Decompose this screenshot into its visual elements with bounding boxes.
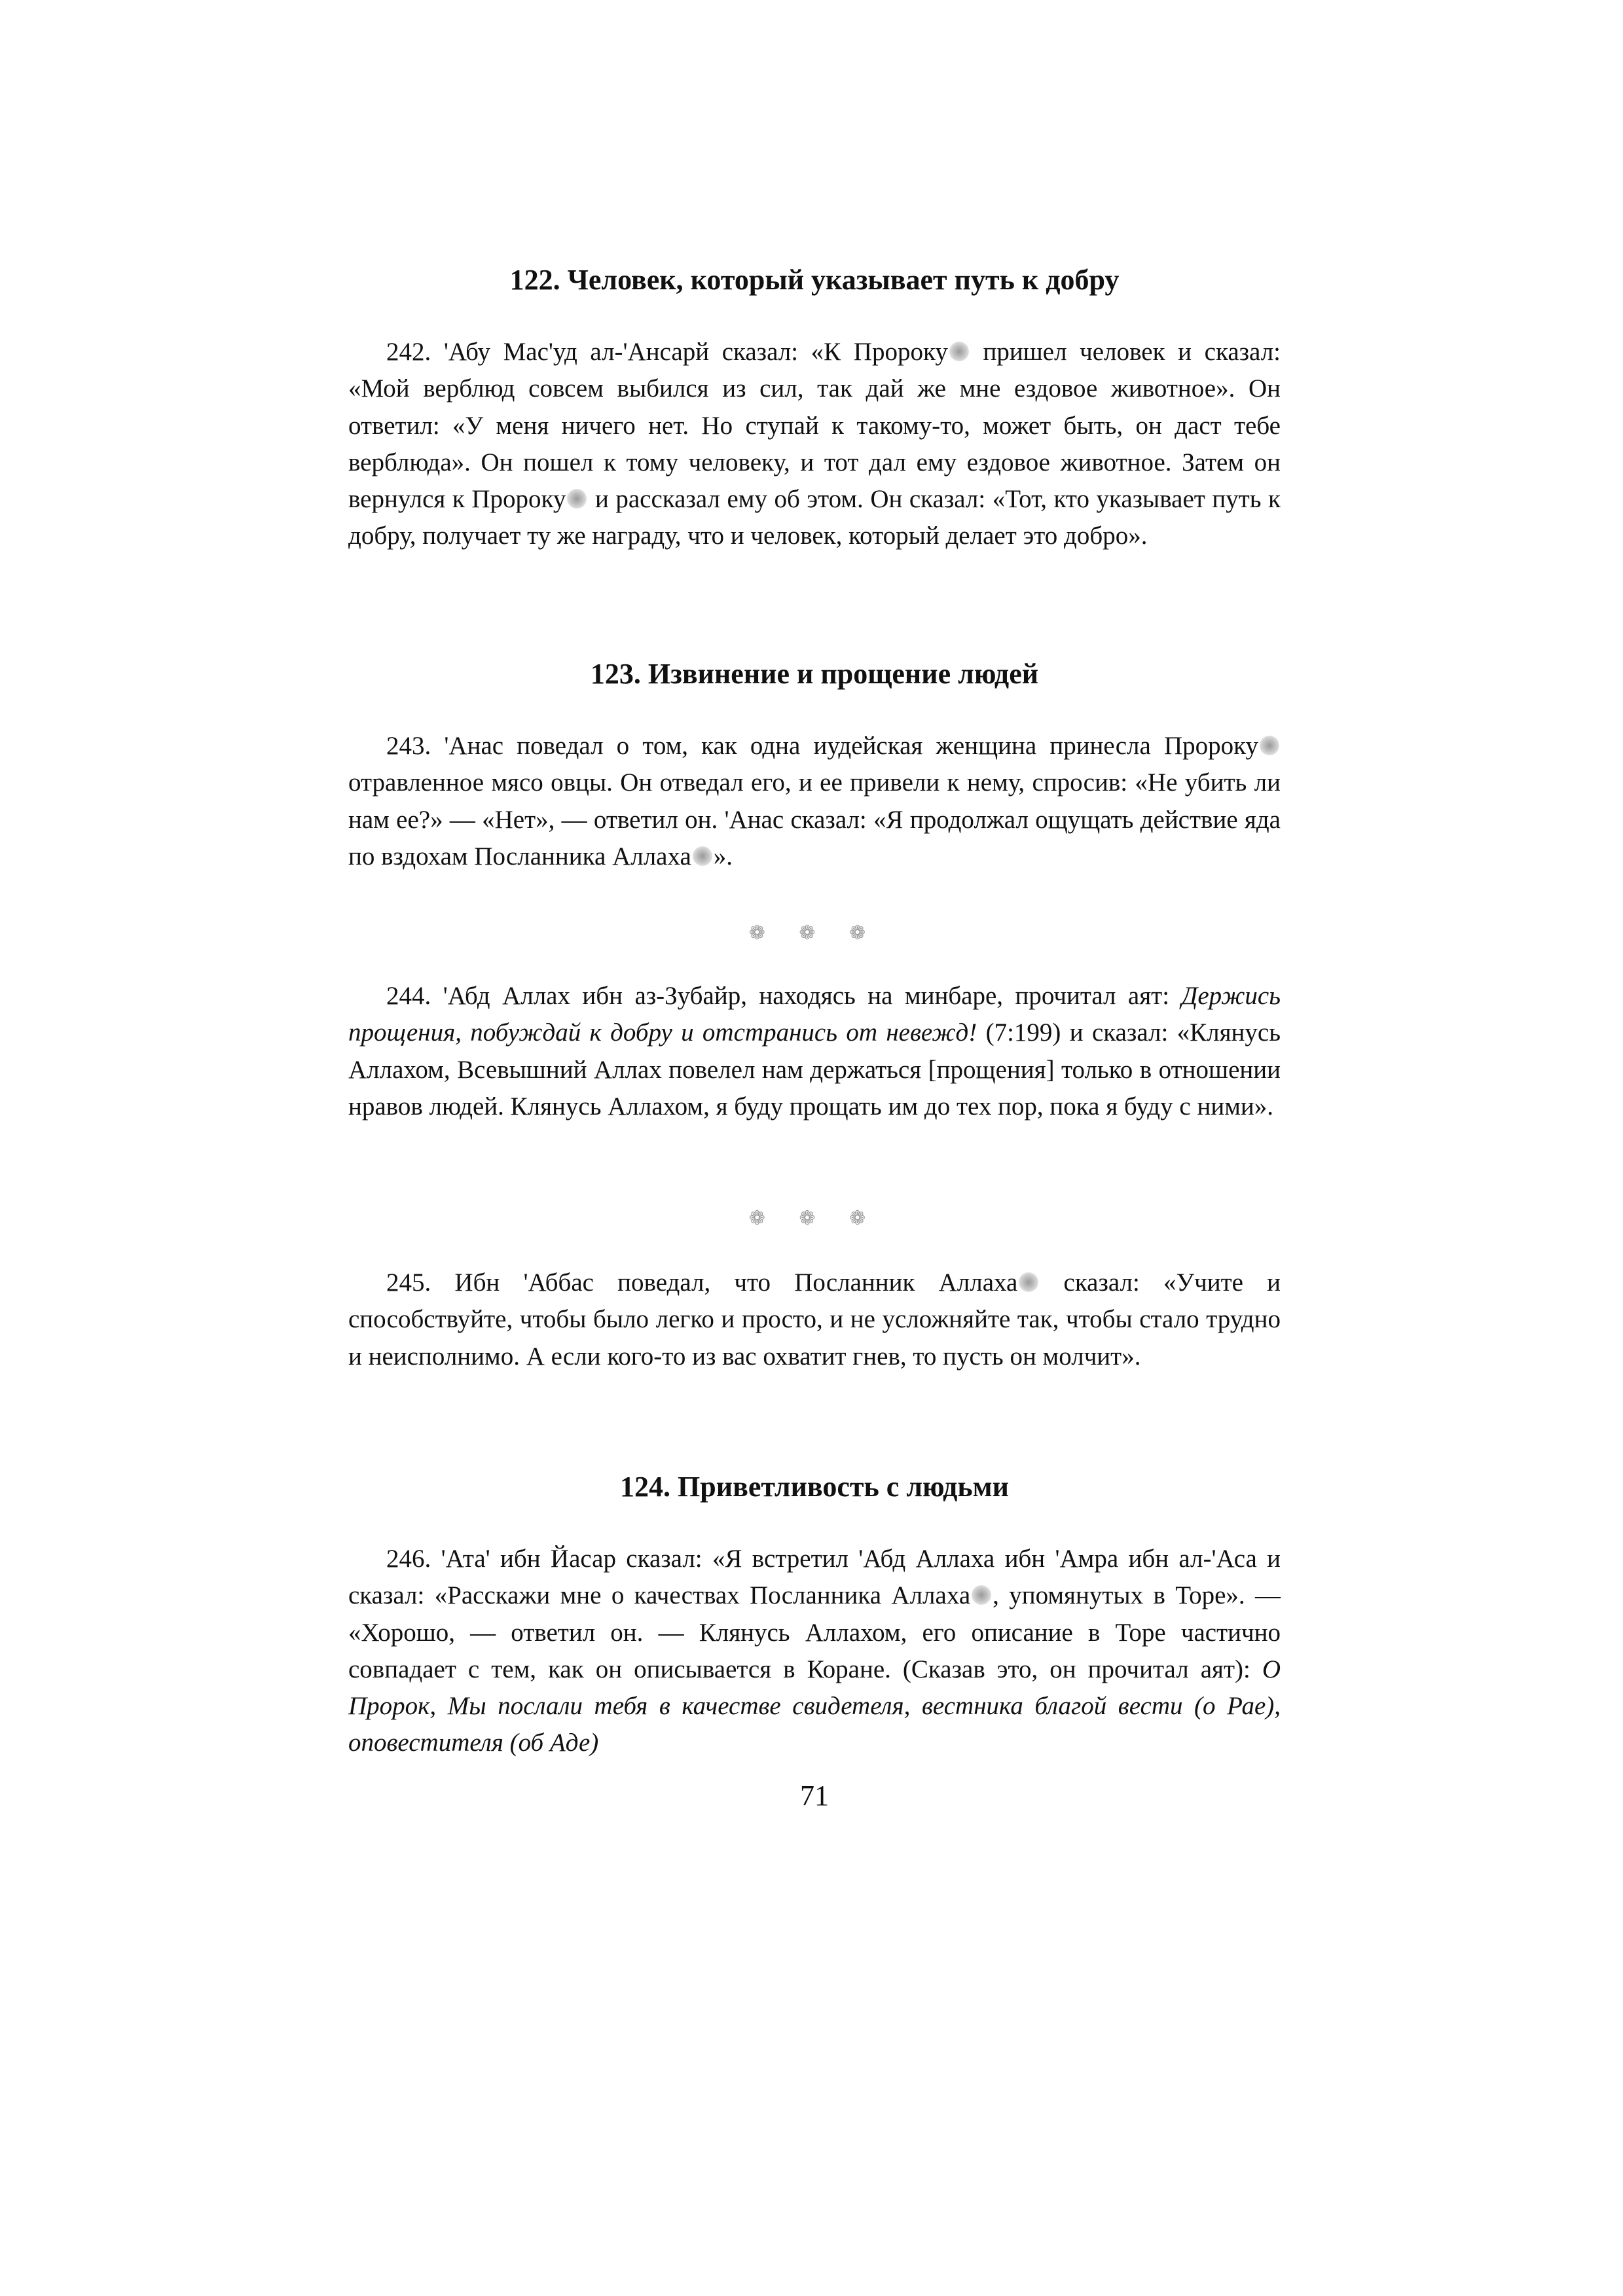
salawat-seal-icon <box>693 846 712 866</box>
hadith-245-text: сказал: «Учите и способствуйте, чтобы было легко и просто, и не усложняйте так, чтобы стало трудно и неисполнимо. А если кого-то из вас охватит гнев, то пусть он молчит». <box>348 1268 1281 1371</box>
hadith-245 <box>348 1265 1281 1375</box>
hadith-245-text: 245. Ибн 'Аббас поведал, что Посланник Аллаха <box>386 1268 1018 1297</box>
hadith-243-text: отравленное мясо овцы. Он отведал его, и ее привели к нему, спросив: «Не убить ли нам ее?» — «Нет», — ответил он. 'Анас сказал: «Я продолжал ощущать действие яда по вздохам Посланника Аллаха <box>348 768 1281 870</box>
hadith-243 <box>348 728 1281 875</box>
hadith-243-text: 243. 'Анас поведал о том, как одна иудейская женщина принесла Пророку <box>386 732 1258 760</box>
page-number: 71 <box>800 1780 829 1812</box>
section-123-heading: 123. Извинение и прощение людей <box>590 658 1039 690</box>
hadith-242 <box>348 334 1281 555</box>
salawat-seal-icon <box>1019 1272 1038 1292</box>
hadith-242-text: 242. 'Абу Мас'уд ал-'Ансарй сказал: «К Пророку <box>386 338 948 366</box>
salawat-seal-icon <box>972 1585 991 1605</box>
hadith-242-text: и рассказал ему об этом. Он сказал: «Тот, кто указывает путь к добру, получает ту же награду, что и человек, который делает это добро». <box>348 485 1281 550</box>
quran-verse-quote: О Пророк, Мы послали тебя в качестве свидетеля, вестника благой вести (о Рае), оповестителя (об Аде) <box>348 1655 1281 1757</box>
flower-ornament-icon: ❁ ❁ ❁ <box>748 922 881 944</box>
salawat-seal-icon <box>949 342 969 361</box>
salawat-seal-icon <box>567 489 587 509</box>
section-124-heading: 124. Приветливость с людьми <box>620 1471 1009 1503</box>
quran-verse-quote: Держись прощения, побуждай к добру и отстранись от невежд! <box>348 982 1281 1047</box>
hadith-246-text: , упомянутых в Торе». — «Хорошо, — ответил он. — Клянусь Аллахом, его описание в Торе частично совпадает с тем, как он описывается в Коране. (Сказав это, он прочитал аят): <box>348 1581 1281 1683</box>
hadith-244 <box>348 978 1281 1125</box>
hadith-244-text: 244. 'Абд Аллах ибн аз-Зубайр, находясь на минбаре, прочитал аят: <box>386 982 1182 1010</box>
hadith-242-text: пришел человек и сказал: «Мой верблюд совсем выбился из сил, так дай же мне ездовое животное». Он ответил: «У меня ничего нет. Но ступай к такому-то, может быть, он даст тебе верблюда». Он пошел к тому человеку, и тот дал ему ездовое животное. Затем он вернулся к Пророку <box>348 338 1281 514</box>
hadith-246-text: 246. 'Ата' ибн Йасар сказал: «Я встретил 'Абд Аллаха ибн 'Амра ибн ал-'Аса и сказал: «Расскажи мне о качествах Посланника Аллаха <box>348 1545 1281 1610</box>
salawat-seal-icon <box>1260 736 1279 755</box>
section-122-heading: 122. Человек, который указывает путь к добру <box>509 264 1120 296</box>
flower-ornament-icon: ❁ ❁ ❁ <box>748 1208 881 1229</box>
hadith-243-text: ». <box>713 842 733 870</box>
hadith-246 <box>348 1541 1281 1762</box>
hadith-244-text: (7:199) и сказал: «Клянусь Аллахом, Всевышний Аллах повелел нам держаться [прощения] только в отношении нравов людей. Клянусь Аллахом, я буду прощать им до тех пор, пока я буду с ними». <box>348 1018 1281 1121</box>
